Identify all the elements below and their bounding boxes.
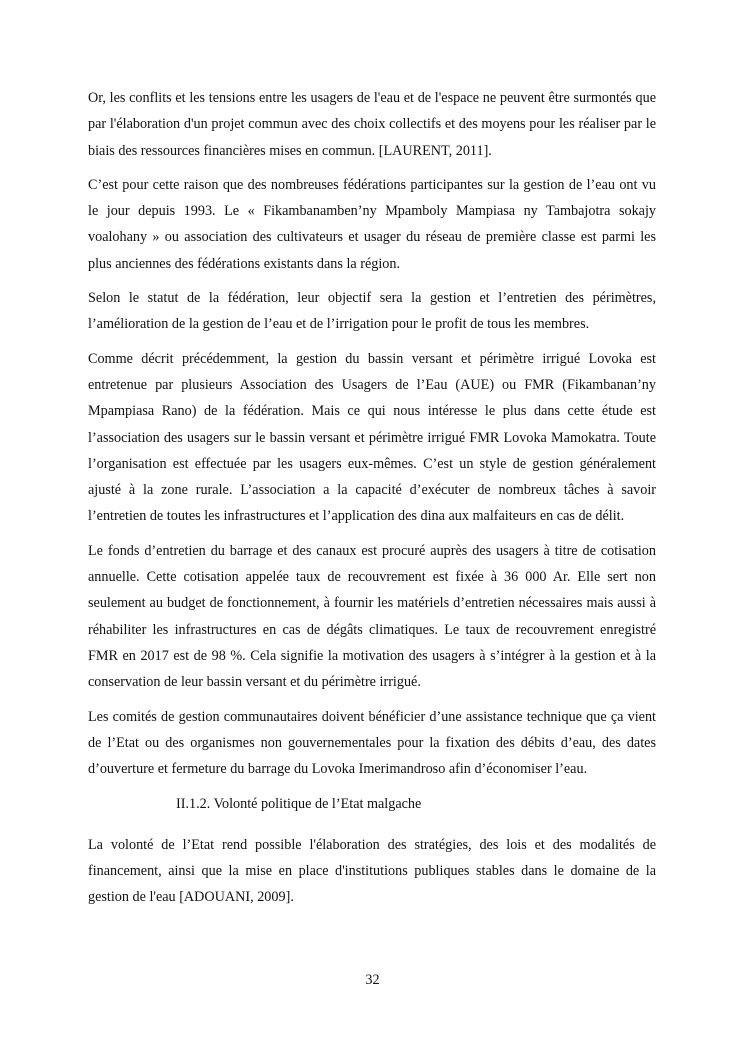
paragraph-federations: C’est pour cette raison que des nombreuses fédérations participantes sur la gestion de l’eau ont vu le jour depuis 1993. Le « Fikambanamben’ny Mpamboly Mampiasa ny Tambajotra sokajy voalohany » ou association des cultivateurs et usager du réseau de première classe est parmi les plus anciennes des fédérations existants dans la région. — [88, 176, 656, 272]
paragraph-management-committees: Les comités de gestion communautaires doivent bénéficier d’une assistance technique que ça vient de l’Etat ou des organismes non gouvernementales pour la fixation des débits d’eau, des dates d’ouverture et fermeture du barrage du Lovoka Imerimandroso afin d’économiser l’eau. — [88, 708, 656, 778]
page-body — [88, 85, 656, 919]
page-number: 32 — [365, 972, 380, 988]
paragraph-lovoka-management: Comme décrit précédemment, la gestion du bassin versant et périmètre irrigué Lovoka est entretenue par plusieurs Association des Usagers de l’Eau (AUE) ou FMR (Fikambanan’ny Mpampiasa Rano) de la fédération. Mais ce qui nous intéresse le plus dans cette étude est l’association des usagers sur le bassin versant et périmètre irrigué FMR Lovoka Mamokatra. Toute l’organisation est effectuée par les usagers eux-mêmes. C’est un style de gestion généralement ajusté à la zone rurale. L’association a la capacité d’exécuter de nombreux tâches à savoir l’entretien de toutes les infrastructures et l’application des dina aux malfaiteurs en cas de délit. — [88, 350, 656, 525]
paragraph-state-will: La volonté de l’Etat rend possible l'élaboration des stratégies, des lois et des modalités de financement, ainsi que la mise en place d'institutions publiques stables dans le domaine de la gestion de l'eau [ADOUANI, 2009]. — [88, 836, 656, 906]
section-heading: II.1.2. Volonté politique de l’Etat malgache — [176, 796, 422, 813]
paragraph-maintenance-fund: Le fonds d’entretien du barrage et des canaux est procuré auprès des usagers à titre de cotisation annuelle. Cette cotisation appelée taux de recouvrement est fixée à 36 000 Ar. Elle sert non seulement au budget de fonctionnement, à fournir les matériels d’entretien nécessaires mais aussi à réhabiliter les infrastructures en cas de dégâts climatiques. Le taux de recouvrement enregistré FMR en 2017 est de 98 %. Cela signifie la motivation des usagers à s’intégrer à la gestion et à la conservation de leur bassin versant et du périmètre irrigué. — [88, 542, 656, 691]
paragraph-conflicts: Or, les conflits et les tensions entre les usagers de l'eau et de l'espace ne peuvent être surmontés que par l'élaboration d'un projet commun avec des choix collectifs et des moyens pour les réaliser par le biais des ressources financières mises en commun. [LAURENT, 2011]. — [88, 90, 656, 159]
paragraph-federation-statute: Selon le statut de la fédération, leur objectif sera la gestion et l’entretien des périmètres, l’amélioration de la gestion de l’eau et de l’irrigation pour le profit de tous les membres. — [88, 290, 656, 333]
